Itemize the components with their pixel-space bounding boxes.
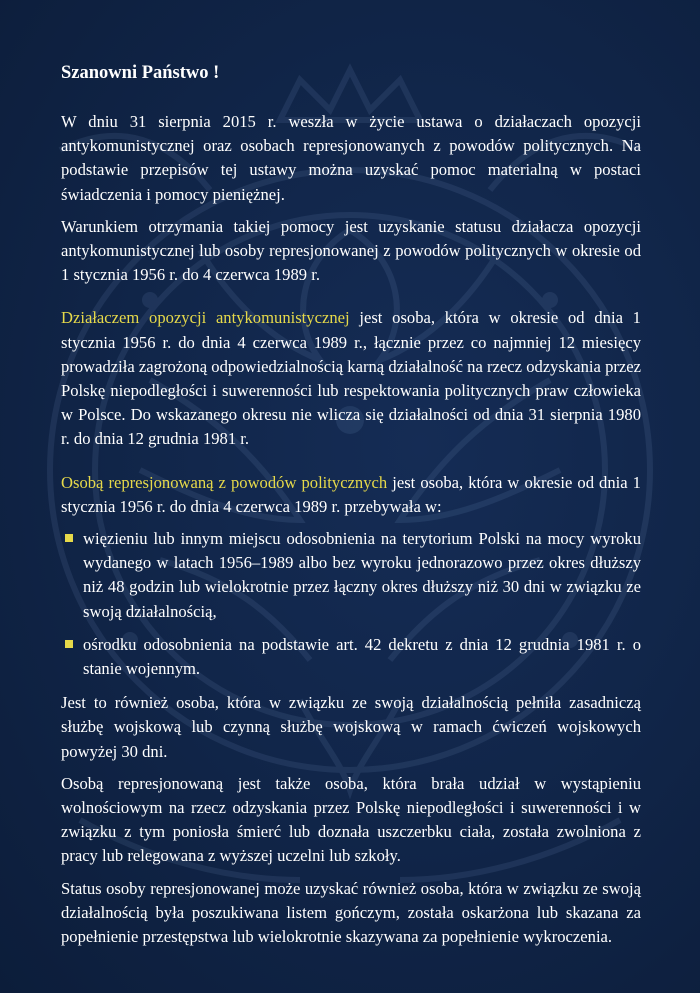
activist-term-highlight: Działaczem opozycji antykomunistycznej: [61, 308, 350, 328]
repressed-definition-text: jest osoba, która w okresie od dnia 1 stycznia 1956 r. do dnia 4 czerwca 1989 r. przebywała w:: [61, 472, 641, 516]
list-item: [61, 633, 641, 681]
square-bullet-icon: [65, 640, 73, 648]
document-body: [61, 60, 641, 957]
list-item-text: więzieniu lub innym miejscu odosobnienia na terytorium Polski na mocy wyroku wydanego w latach 1956–1989 albo bez wyroku jednorazowo przez okres dłuższy niż 48 godzin lub wielokrotnie przez łączny okres dłuższy niż 30 dni w związku ze swoją działalnością,: [83, 529, 641, 621]
status-paragraph: Status osoby represjonowanej może uzyskać również osoba, która w związku ze swoją działalnością była poszukiwana listem gończym, została oskarżona lub skazana za popełnienie przestępstwa lub wielokrotnie skazywana za popełnienie wykroczenia.: [61, 878, 641, 947]
list-item-text: ośrodku odosobnienia na podstawie art. 42 dekretu z dnia 12 grudnia 1981 r. o stanie wojennym.: [83, 634, 641, 679]
greeting-heading: Szanowni Państwo !: [61, 63, 220, 83]
intro-paragraph-2: Warunkiem otrzymania takiej pomocy jest uzyskanie statusu działacza opozycji antykomunistycznej lub osoby represjonowanej z powodów politycznych w okresie od 1 stycznia 1956 r. do 4 czerwca 1989 r.: [61, 216, 641, 285]
military-service-paragraph: Jest to również osoba, która w związku ze swoją działalnością pełniła zasadniczą służbę wojskową lub czynną służbę wojskową w ramach ćwiczeń wojskowych powyżej 30 dni.: [61, 693, 641, 761]
list-item: [61, 527, 641, 624]
detention-list: [61, 527, 641, 681]
intro-paragraph-1: W dniu 31 sierpnia 2015 r. weszła w życie ustawa o działaczach opozycji antykomunistycznej oraz osobach represjonowanych z powodów politycznych. Na podstawie przepisów tej ustawy można uzyskać pomoc materialną w postaci świadczenia i pomocy pieniężnej.: [61, 112, 641, 204]
repressed-term-highlight: Osobą represjonowaną z powodów politycznych: [61, 472, 388, 492]
activist-definition-paragraph: [61, 306, 641, 451]
repressed-definition-paragraph: [61, 471, 641, 519]
activist-definition-text: jest osoba, która w okresie od dnia 1 stycznia 1956 r. do dnia 4 czerwca 1989 r., łącznie przez co najmniej 12 miesięcy prowadziła zagrożoną odpowiedzialnością karną działalność na rzecz odzyskania przez Polskę niepodległości i suwerenności lub respektowania politycznych praw człowieka w Polsce. Do wskazanego okresu nie wlicza się działalności od dnia 31 sierpnia 1980 r. do dnia 12 grudnia 1981 r.: [61, 308, 641, 449]
square-bullet-icon: [65, 534, 73, 542]
freedom-uprising-paragraph: Osobą represjonowaną jest także osoba, która brała udział w wystąpieniu wolnościowym na rzecz odzyskania przez Polskę niepodległości i suwerenności i w związku z tym poniosła śmierć lub doznała uszczerbku ciała, została zwolniona z pracy lub relegowana z wyższej uczelni lub szkoły.: [61, 773, 641, 866]
